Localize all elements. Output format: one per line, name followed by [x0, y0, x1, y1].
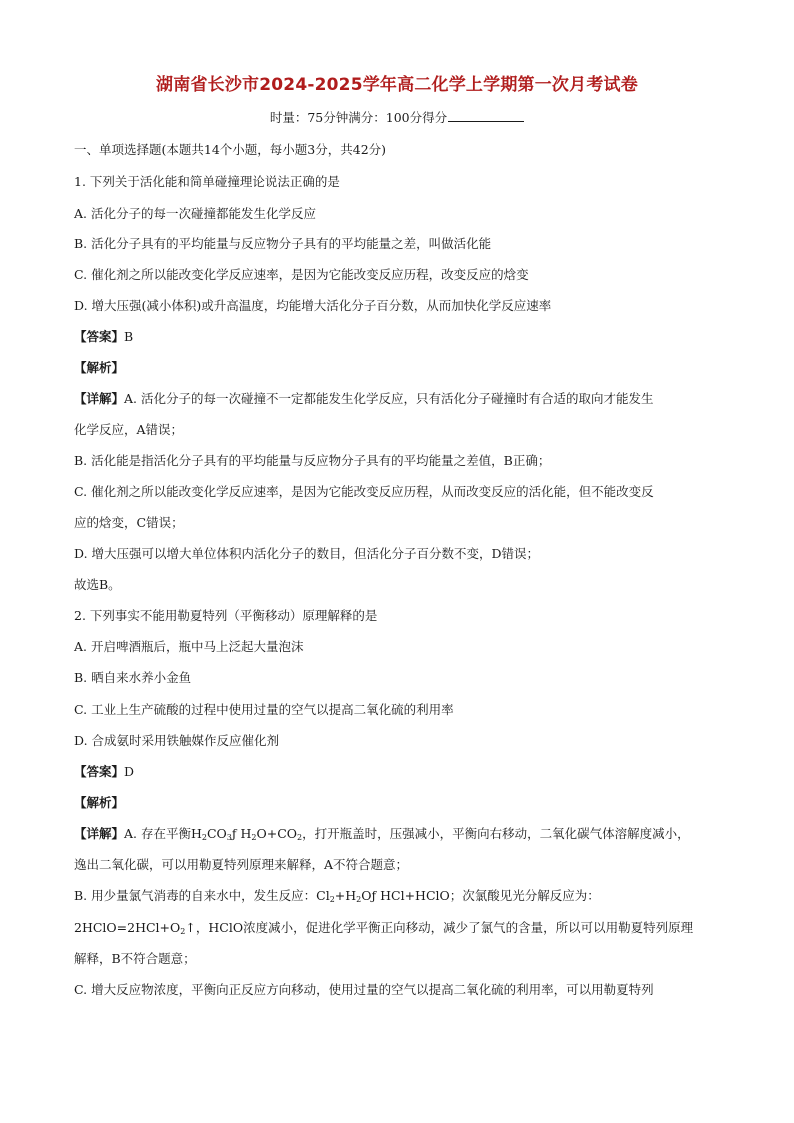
q2-detail-b-cont [74, 920, 693, 940]
score-blank [448, 110, 524, 122]
text: ，HClO浓度减小，促进化学平衡正向移动，减少了氯气的含量，所以可以用勒夏特列原理 [195, 920, 694, 935]
text: +H [334, 888, 357, 903]
q1-detail-b: B. 活化能是指活化分子具有的平均能量与反应物分子具有的平均能量之差值，B正确； [74, 453, 551, 468]
subscript: 2 [329, 895, 335, 904]
text: Oƒ HCl+HClO；次氯酸见光分解反应为： [361, 888, 600, 903]
q1-answer [74, 329, 133, 345]
answer-value: D [124, 764, 135, 779]
text: ƒ H [231, 826, 252, 841]
answer-tag: 【答案】 [74, 764, 125, 779]
detail-tag: 【详解】 [74, 826, 125, 841]
text: ，打开瓶盖时，压强减小，平衡向右移动，二氧化碳气体溶解度减小， [302, 826, 690, 841]
subscript: 2 [180, 927, 186, 936]
q2-detail-a-cont: 逸出二氧化碳，可以用勒夏特列原理来解释，A不符合题意； [74, 857, 409, 872]
document-title: 湖南省长沙市2024-2025学年高二化学上学期第一次月考试卷 [156, 75, 638, 95]
text: A. 存在平衡H [124, 826, 202, 841]
detail-text: A. 活化分子的每一次碰撞不一定都能发生化学反应，只有活化分子碰撞时有合适的取向才能发生 [124, 391, 654, 406]
q1-option-d: D. 增大压强(减小体积)或升高温度，均能增大活化分子百分数，从而加快化学反应速率 [74, 298, 552, 313]
text: CO [206, 826, 227, 841]
q2-stem: 2. 下列事实不能用勒夏特列（平衡移动）原理解释的是 [74, 608, 378, 623]
section-heading: 一、单项选择题(本题共14个小题，每小题3分，共42分) [74, 142, 387, 157]
answer-tag: 【答案】 [74, 329, 125, 344]
q2-detail-b-end: 解释，B不符合题意； [74, 951, 196, 966]
detail-tag: 【详解】 [74, 391, 125, 406]
q1-detail-d: D. 增大压强可以增大单位体积内活化分子的数目，但活化分子百分数不变，D错误； [74, 546, 540, 561]
q2-answer [74, 764, 134, 780]
exam-meta-text: 时量：75分钟满分：100分得分 [269, 110, 448, 125]
subscript: 2 [201, 833, 207, 842]
q1-option-c: C. 催化剂之所以能改变化学反应速率，是因为它能改变反应历程，改变反应的焓变 [74, 267, 529, 282]
q1-option-b: B. 活化分子具有的平均能量与反应物分子具有的平均能量之差，叫做活化能 [74, 236, 492, 251]
q1-analysis-tag: 【解析】 [74, 360, 125, 375]
text: B. 用少量氯气消毒的自来水中，发生反应：Cl [74, 888, 330, 903]
text: O+CO [256, 826, 298, 841]
gas-arrow: ↑ [185, 920, 196, 935]
subscript: 2 [297, 833, 303, 842]
q1-detail-a [74, 391, 654, 407]
q1-conclusion: 故选B。 [74, 577, 121, 592]
q1-detail-c: C. 催化剂之所以能改变化学反应速率，是因为它能改变反应历程，从而改变反应的活化能，但不能改变反 [74, 484, 654, 499]
q2-detail-c: C. 增大反应物浓度，平衡向正反应方向移动，使用过量的空气以提高二氧化硫的利用率，可以用勒夏特列 [74, 982, 654, 997]
q1-option-a: A. 活化分子的每一次碰撞都能发生化学反应 [74, 206, 316, 221]
q2-option-a: A. 开启啤酒瓶后，瓶中马上泛起大量泡沫 [74, 639, 304, 654]
answer-value: B [124, 329, 134, 344]
q2-detail-a [74, 826, 690, 846]
exam-meta [0, 108, 794, 126]
q2-detail-b [74, 888, 600, 908]
q1-detail-a-cont: 化学反应，A错误； [74, 422, 184, 437]
subscript: 2 [251, 833, 257, 842]
q2-option-d: D. 合成氨时采用铁触媒作反应催化剂 [74, 733, 280, 748]
text: 2HClO=2HCl+O [74, 920, 181, 935]
q2-option-b: B. 晒自来水养小金鱼 [74, 670, 192, 685]
q2-option-c: C. 工业上生产硫酸的过程中使用过量的空气以提高二氧化硫的利用率 [74, 702, 454, 717]
q1-detail-c-cont: 应的焓变，C错误； [74, 515, 184, 530]
subscript: 2 [356, 895, 362, 904]
subscript: 3 [226, 833, 232, 842]
q1-stem: 1. 下列关于活化能和简单碰撞理论说法正确的是 [74, 174, 340, 189]
q2-analysis-tag: 【解析】 [74, 795, 125, 810]
